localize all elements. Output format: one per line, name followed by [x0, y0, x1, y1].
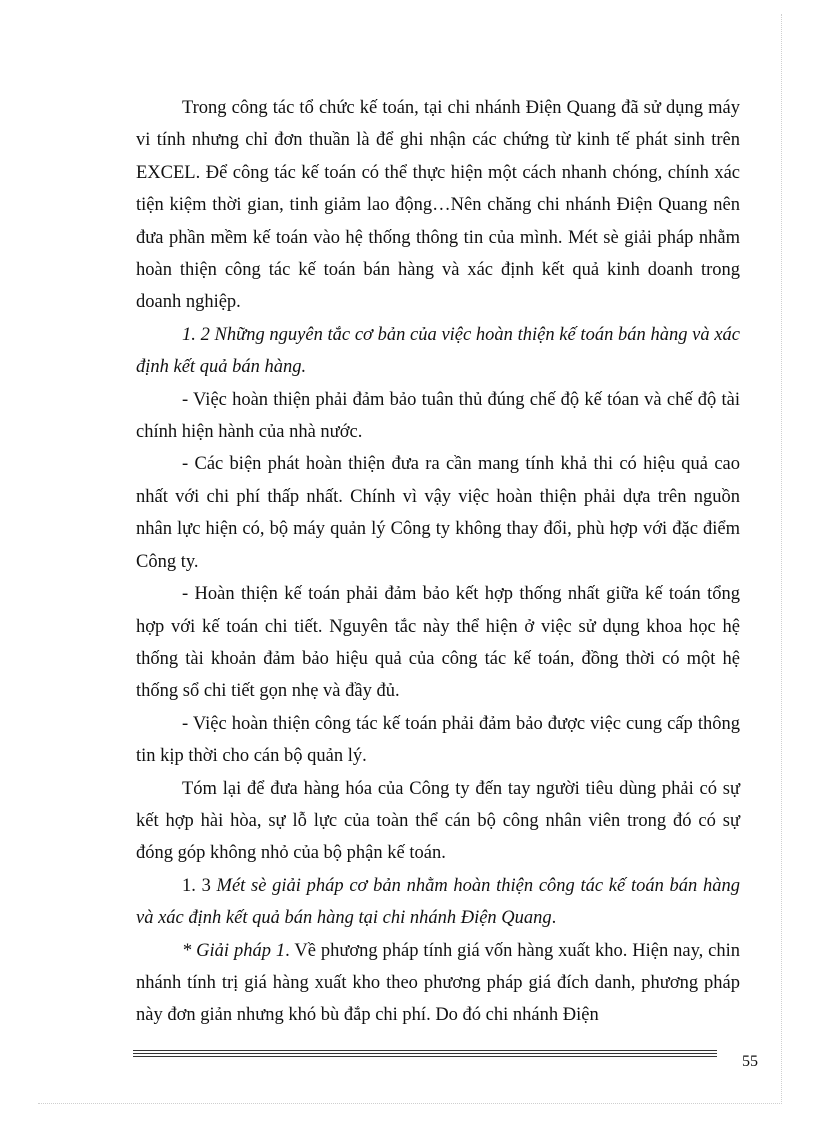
section-heading: 1. 2 Những nguyên tắc cơ bản của việc hoàn thiện kế toán bán hàng và xác định kết quả bán hàng. — [136, 324, 740, 378]
paragraph: - Việc hoàn thiện phải đảm bảo tuân thủ đúng chế độ kế tóan và chế độ tài chính hiện hành của nhà nước. — [136, 389, 740, 443]
heading-end: . — [551, 908, 557, 929]
document-body — [136, 92, 740, 1032]
paragraph: - Các biện phát hoàn thiện đưa ra cần mang tính khả thi có hiệu quả cao nhất với chi phí thấp nhất. Chính vì vậy việc hoàn thiện phải dựa trên nguồn nhân lực hiện có, bộ máy quản lý Công ty không thay đổi, phù hợp với đặc điểm Công ty. — [136, 454, 740, 572]
paragraph-text: . Về phương pháp tính giá vốn hàng xuất kho. Hiện nay, chin nhánh tính trị giá hàng xuất kho theo phương pháp giá đích danh, phương pháp này đơn giản nhưng khó bù đắp chi phí. Do đó chi nhánh Điện — [136, 940, 741, 1026]
page-number: 55 — [742, 1053, 758, 1070]
paragraph: Trong công tác tổ chức kế toán, tại chi nhánh Điện Quang đã sử dụng máy vi tính nhưng chỉ đơn thuần là để ghi nhận các chứng từ kinh tế phát sinh trên EXCEL. Để công tác kế toán có thể thực hiện một cách nhanh chóng, chính xác tiện kiệm thời gian, tinh giảm lao động…Nên chăng chi nhánh Điện Quang nên đưa phần mềm kế toán vào hệ thống thông tin của mình. Mét sè giải pháp nhằm hoàn thiện công tác kế toán bán hàng và xác định kết quả kinh doanh trong doanh nghiệp. — [136, 98, 740, 313]
paragraph: Tóm lại để đưa hàng hóa của Công ty đến tay người tiêu dùng phải có sự kết hợp hài hòa, sự lỗ lực của toàn thể cán bộ công nhân viên trong đó có sự đóng góp không nhỏ của bộ phận kế toán. — [136, 778, 740, 864]
section-heading — [136, 870, 740, 935]
heading-text: Mét sè giải pháp cơ bản nhằm hoàn thiện công tác kế toán bán hàng và xác định kết quả bán hàng tại chi nhánh Điện Quang — [136, 875, 740, 929]
footer-divider — [133, 1050, 717, 1059]
heading-number: 1. 3 — [182, 875, 217, 896]
paragraph: - Việc hoàn thiện công tác kế toán phải đảm bảo được việc cung cấp thông tin kịp thời cho cán bộ quản lý. — [136, 713, 740, 767]
solution-label: * Giải pháp 1 — [182, 940, 286, 961]
paragraph — [136, 935, 740, 1032]
paragraph: - Hoàn thiện kế toán phải đảm bảo kết hợp thống nhất giữa kế toán tổng hợp với kế toán chi tiết. Nguyên tắc này thể hiện ở việc sử dụng khoa học hệ thống tài khoản đảm bảo hiệu quả của công tác kế toán, đồng thời có một hệ thống sổ chi tiết gọn nhẹ và đầy đủ. — [136, 584, 740, 702]
